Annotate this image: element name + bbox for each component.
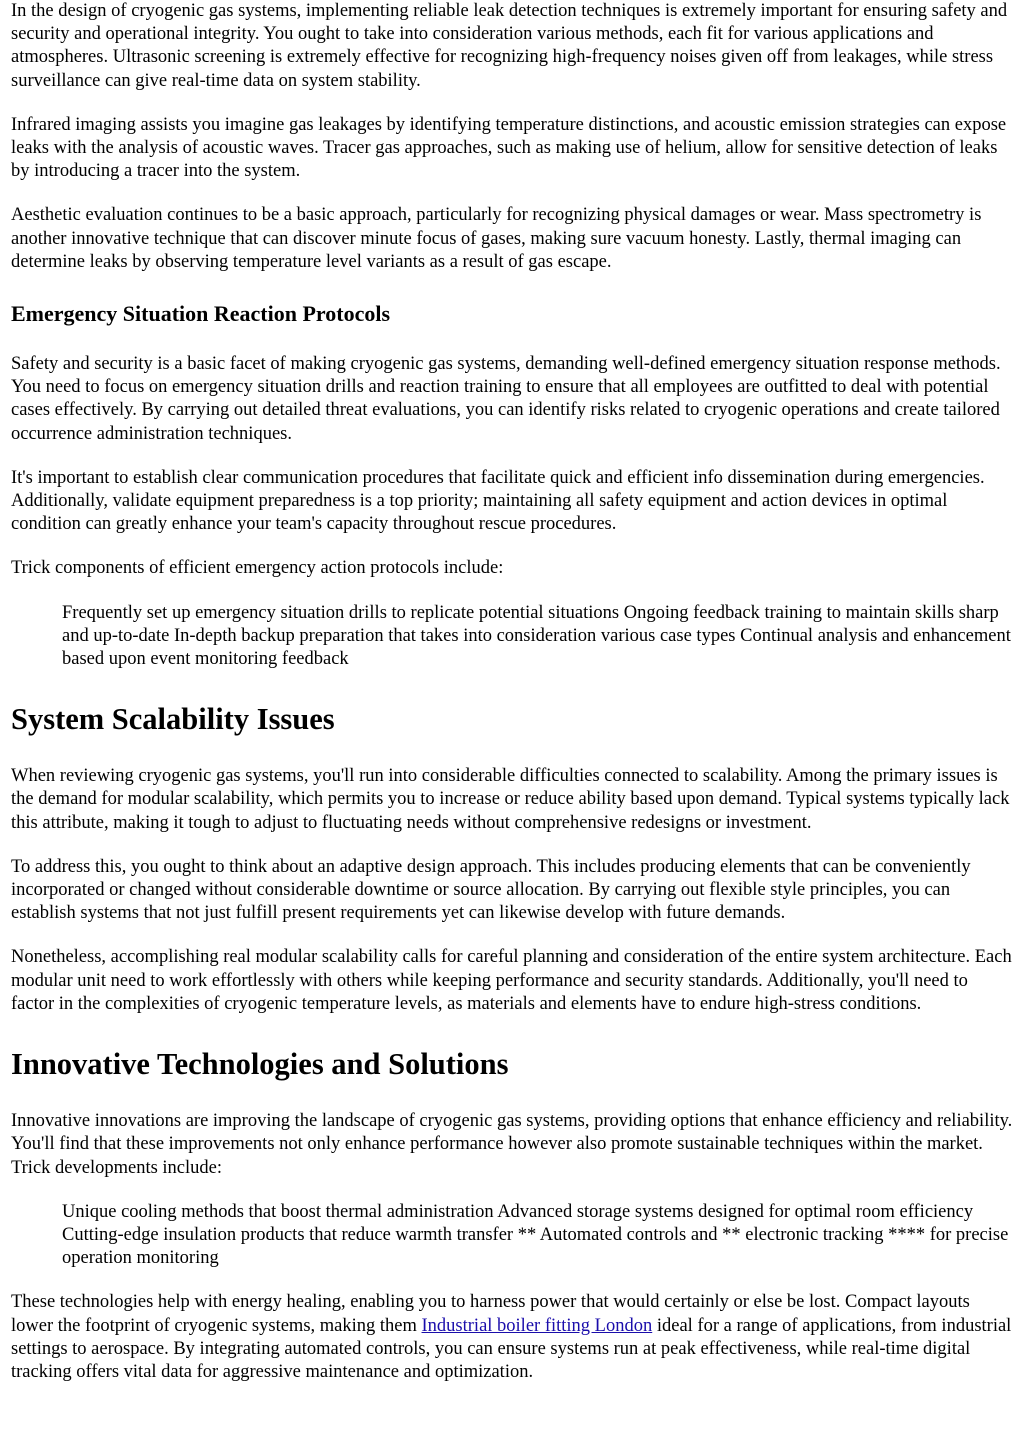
heading-emergency-protocols: Emergency Situation Reaction Protocols xyxy=(11,301,391,327)
paragraph-energy-text-before: These technologies help with energy healing, enabling you to harness power that would certainly or else be lost. Compact layouts lower the footprint of cryogenic systems, making them xyxy=(11,1292,970,1336)
paragraph-communication: It's important to establish clear communication procedures that facilitate quick and efficient info dissemination during emergencies. Additionally, validate equipment preparedness is a top priority; maintaining all safety equipment and action devices in optimal condition can greatly enhance your team's capacity throughout rescue procedures. xyxy=(11,467,985,535)
paragraph-key-components: Trick components of efficient emergency action protocols include: xyxy=(11,558,504,579)
heading-system-scalability: System Scalability Issues xyxy=(11,702,335,737)
paragraph-infrared-imaging: Infrared imaging assists you imagine gas leakages by identifying temperature distinctions, and acoustic emission strategies can expose leaks with the analysis of acoustic waves. Tracer gas approaches, such as making use of helium, allow for sensitive detection of leaks by introducing a tracer into the system. xyxy=(11,114,1007,182)
paragraph-leak-detection-intro: In the design of cryogenic gas systems, implementing reliable leak detection techniques is extremely important for ensuring safety and security and operational integrity. You ought to take into consideration various methods, each fit for various applications and atmospheres. Ultrasonic screening is extremely effective for recognizing high-frequency noises given off from leakages, while stress surveillance can give real-time data on system stability. xyxy=(11,1,1008,91)
paragraph-scalability-difficulties: When reviewing cryogenic gas systems, you'll run into considerable difficulties connected to scalability. Among the primary issues is the demand for modular scalability, which permits you to increase or reduce ability based upon demand. Typical systems typically lack this attribute, making it tough to adjust to fluctuating needs without comprehensive redesigns or investment. xyxy=(11,766,1010,833)
quote-developments-list: Unique cooling methods that boost thermal administration Advanced storage systems designed for optimal room efficiency Cutting-edge insulation products that reduce warmth transfer ** Automated controls and ** electronic tracking **** for precise operation monitoring xyxy=(62,1201,1009,1269)
paragraph-energy-text-after: ideal for a range of applications, from industrial settings to aerospace. By integrating automated controls, you can ensure systems run at peak effectiveness, while real-time digital tracking offers vital data for aggressive maintenance and optimization. xyxy=(11,1315,1012,1382)
industrial-boiler-link[interactable]: Industrial boiler fitting London xyxy=(421,1315,653,1336)
heading-innovative-technologies: Innovative Technologies and Solutions xyxy=(11,1047,509,1082)
paragraph-energy-healing xyxy=(11,1291,1014,1384)
paragraph-innovations-intro: Innovative innovations are improving the landscape of cryogenic gas systems, providing options that enhance efficiency and reliability. You'll find that these improvements not only enhance performance however also promote sustainable techniques within the market. Trick developments include: xyxy=(11,1111,1013,1178)
paragraph-aesthetic-evaluation: Aesthetic evaluation continues to be a basic approach, particularly for recognizing physical damages or wear. Mass spectrometry is another innovative technique that can discover minute focus of gases, making sure vacuum honesty. Lastly, thermal imaging can determine leaks by observing temperature level variants as a result of gas escape. xyxy=(11,205,982,272)
paragraph-adaptive-design: To address this, you ought to think about an adaptive design approach. This includes producing elements that can be conveniently incorporated or changed without considerable downtime or source allocation. By carrying out flexible style principles, you can establish systems that not just fulfill present requirements yet can likewise develop with future demands. xyxy=(11,856,971,924)
quote-emergency-list: Frequently set up emergency situation drills to replicate potential situations Ongoing feedback training to maintain skills sharp and up-to-date In-depth backup preparation that takes into consideration various case types Continual analysis and enhancement based upon event monitoring feedback xyxy=(62,602,1011,670)
paragraph-safety-security: Safety and security is a basic facet of making cryogenic gas systems, demanding well-defined emergency situation response methods. You need to focus on emergency situation drills and reaction training to ensure that all employees are outfitted to deal with potential cases effectively. By carrying out detailed threat evaluations, you can identify risks related to cryogenic operations and create tailored occurrence administration techniques. xyxy=(11,354,1001,444)
paragraph-modular-scalability: Nonetheless, accomplishing real modular scalability calls for careful planning and consideration of the entire system architecture. Each modular unit need to work effortlessly with others while keeping performance and security standards. Additionally, you'll need to factor in the complexities of cryogenic temperature levels, as materials and elements have to endure high-stress conditions. xyxy=(11,947,1012,1014)
